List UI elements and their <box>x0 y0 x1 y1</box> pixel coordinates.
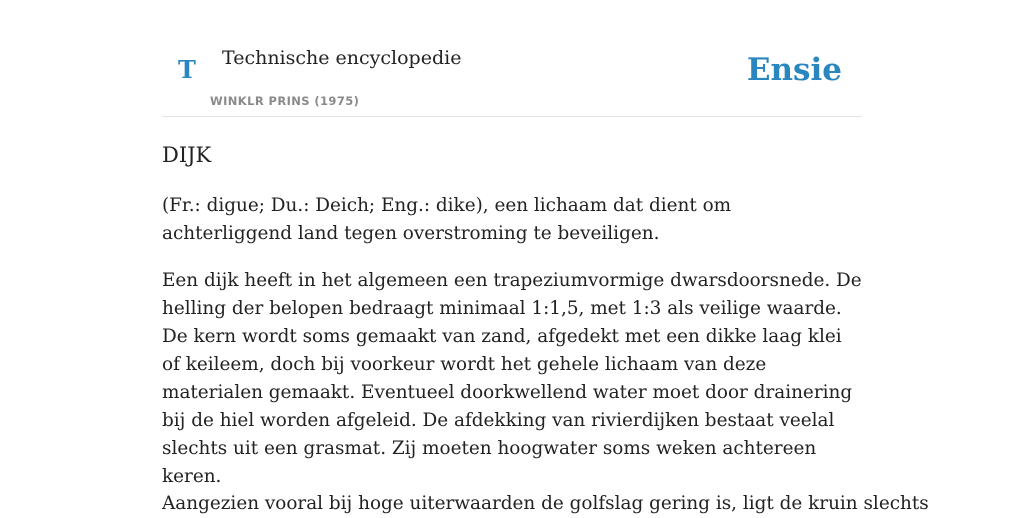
entry-title: DIJK <box>162 143 212 167</box>
site-logo[interactable]: Ensie <box>746 52 842 88</box>
entry-paragraph: Een dijk heeft in het algemeen een trapeziumvormige dwarsdoorsnede. De helling der belopen bedraagt minimaal 1:1,5, met 1:3 als veilige waarde. De kern wordt soms gemaakt van zand, afgedekt met een dikke laag klei of keileem, doch bij voorkeur wordt het gehele lichaam van deze materialen gemaakt. Eventueel doorkwellend water moet door drainering bij de hiel worden afgeleid. De afdekking van rivierdijken bestaat veelal slechts uit een grasmat. Zij moeten hoogwater soms weken achtereen keren. <box>162 270 862 487</box>
entry-paragraph: (Fr.: digue; Du.: Deich; Eng.: dike), een lichaam dat dient om achterliggend land tegen overstroming te beveiligen. <box>162 195 732 244</box>
source-label: WINKLR PRINS (1975) <box>210 94 360 108</box>
book-title-link[interactable]: Technische encyclopedie <box>222 47 462 69</box>
page-header <box>162 0 862 117</box>
entry-paragraph: Aangezien vooral bij hoge uiterwaarden de golfslag gering is, ligt de kruin slechts <box>162 493 929 514</box>
article-page <box>162 0 929 514</box>
book-icon-letter: T <box>178 55 196 84</box>
